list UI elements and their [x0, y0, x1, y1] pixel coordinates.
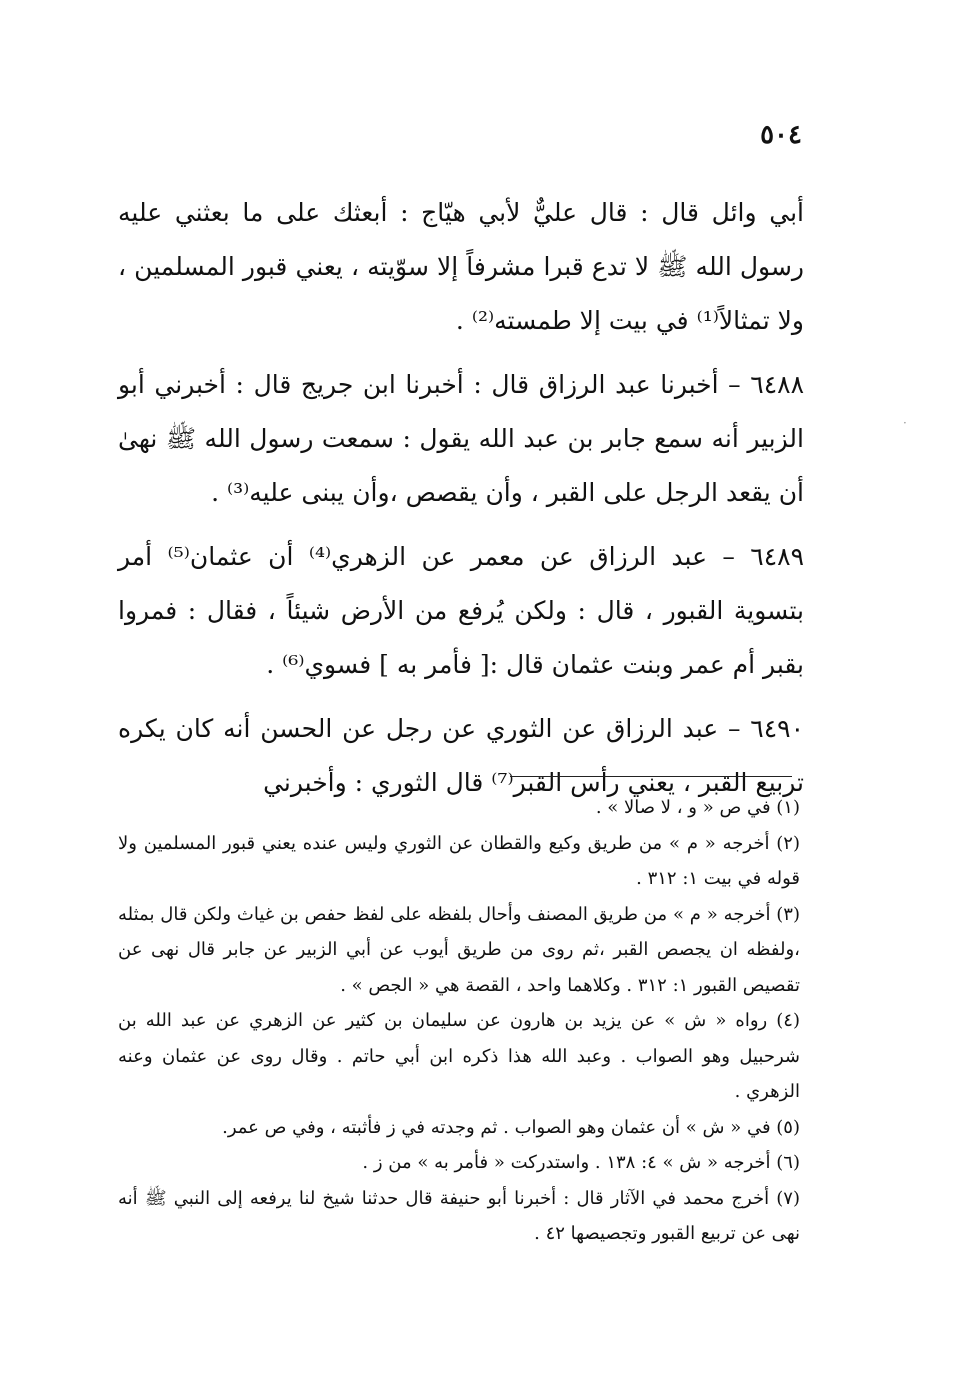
footnote-7: (٧) أخرج محمد في الآثار قال : أخبرنا أبو حنيفة قال حدثنا شيخ لنا يرفعه إلى النبي ﷺ أنه نهى عن تربيع القبور وتجصيصها ٤٢ . [118, 1187, 800, 1244]
footnote-6: (٦) أخرجه « ش » ٤: ١٣٨ . واستدركت « فأمر به » من ز . [362, 1152, 800, 1173]
footnote-3: (٣) أخرجه « م » من طريق المصنف وأحال بلفظه على لفظ حفص بن غياث ولكن قال بمثله ،ولفظه ان يجصص القبر ،ثم روى من طريق أيوب عن أبي الزبير عن جابر قال نهى عن تقصيص القبور ١: ٣١٢ . وكلاهما واحد ، القصة هي « الجص » . [118, 903, 800, 996]
footnote-1: (١) في ص « و ، لا صالا » . [595, 797, 800, 818]
page-number: ٥٠٤ [760, 120, 802, 150]
footnote-4: (٤) رواه « ش » عن يزيد بن هارون عن سليمان بن كثير عن الزهري عن عبد الله بن شرحبيل وهو الصواب . وعبد الله هذا ذكره ابن أبي حاتم . وقال روى عن عثمان وعنه الزهري . [118, 1010, 800, 1102]
hadith-6490: ٦٤٩٠ – عبد الرزاق عن الثوري عن رجل عن الحسن أنه كان يكره تربيع القبر ، يعني رأس القبر⁽⁷⁾ قال الثوري : وأخبرني [118, 714, 804, 797]
hadith-6488: ٦٤٨٨ – أخبرنا عبد الرزاق قال : أخبرنا ابن جريج قال : أخبرني أبو الزبير أنه سمع جابر بن عبد الله يقول : سمعت رسول الله ﷺ نهىٰ أن يقعد الرجل على القبر ، وأن يقصص ،وأن يبنى عليه⁽³⁾ . [118, 370, 804, 507]
footnote-5: (٥) في « ش » أن عثمان وهو الصواب . ثم وجدته في ز فأثبته ، وفي ص عمر. [222, 1116, 800, 1138]
footnote-2: (٢) أخرجه « م » من طريق وكيع والقطان عن الثوري وليس عنده يعني قبور المسلمين ولا قوله في بيت ١: ٣١٢ . [118, 832, 800, 889]
footnotes [118, 790, 800, 1252]
hadith-6489: ٦٤٨٩ – عبد الرزاق عن معمر عن الزهري⁽⁴⁾ أن عثمان⁽⁵⁾ أمر بتسوية القبور ، قال : ولكن يُرفع من الأرض شيئاً ، فقال : فمروا بقبر أم عمر وبنت عثمان قال :[ فأمر به ] فسوي⁽⁶⁾ . [118, 542, 805, 679]
main-text [118, 186, 804, 810]
paragraph-continuation: أبي وائل قال : قال عليٌّ لأبي هيّاج : أبعثك على ما بعثني عليه رسول الله ﷺ لا تدع قبرا مشرفاً إلا سوّيته ، يعني قبور المسلمين ، ولا تمثالاً⁽¹⁾ في بيت إلا طمسته⁽²⁾ . [118, 198, 804, 335]
paper-mark: · [903, 416, 907, 430]
footnote-separator [510, 776, 792, 777]
